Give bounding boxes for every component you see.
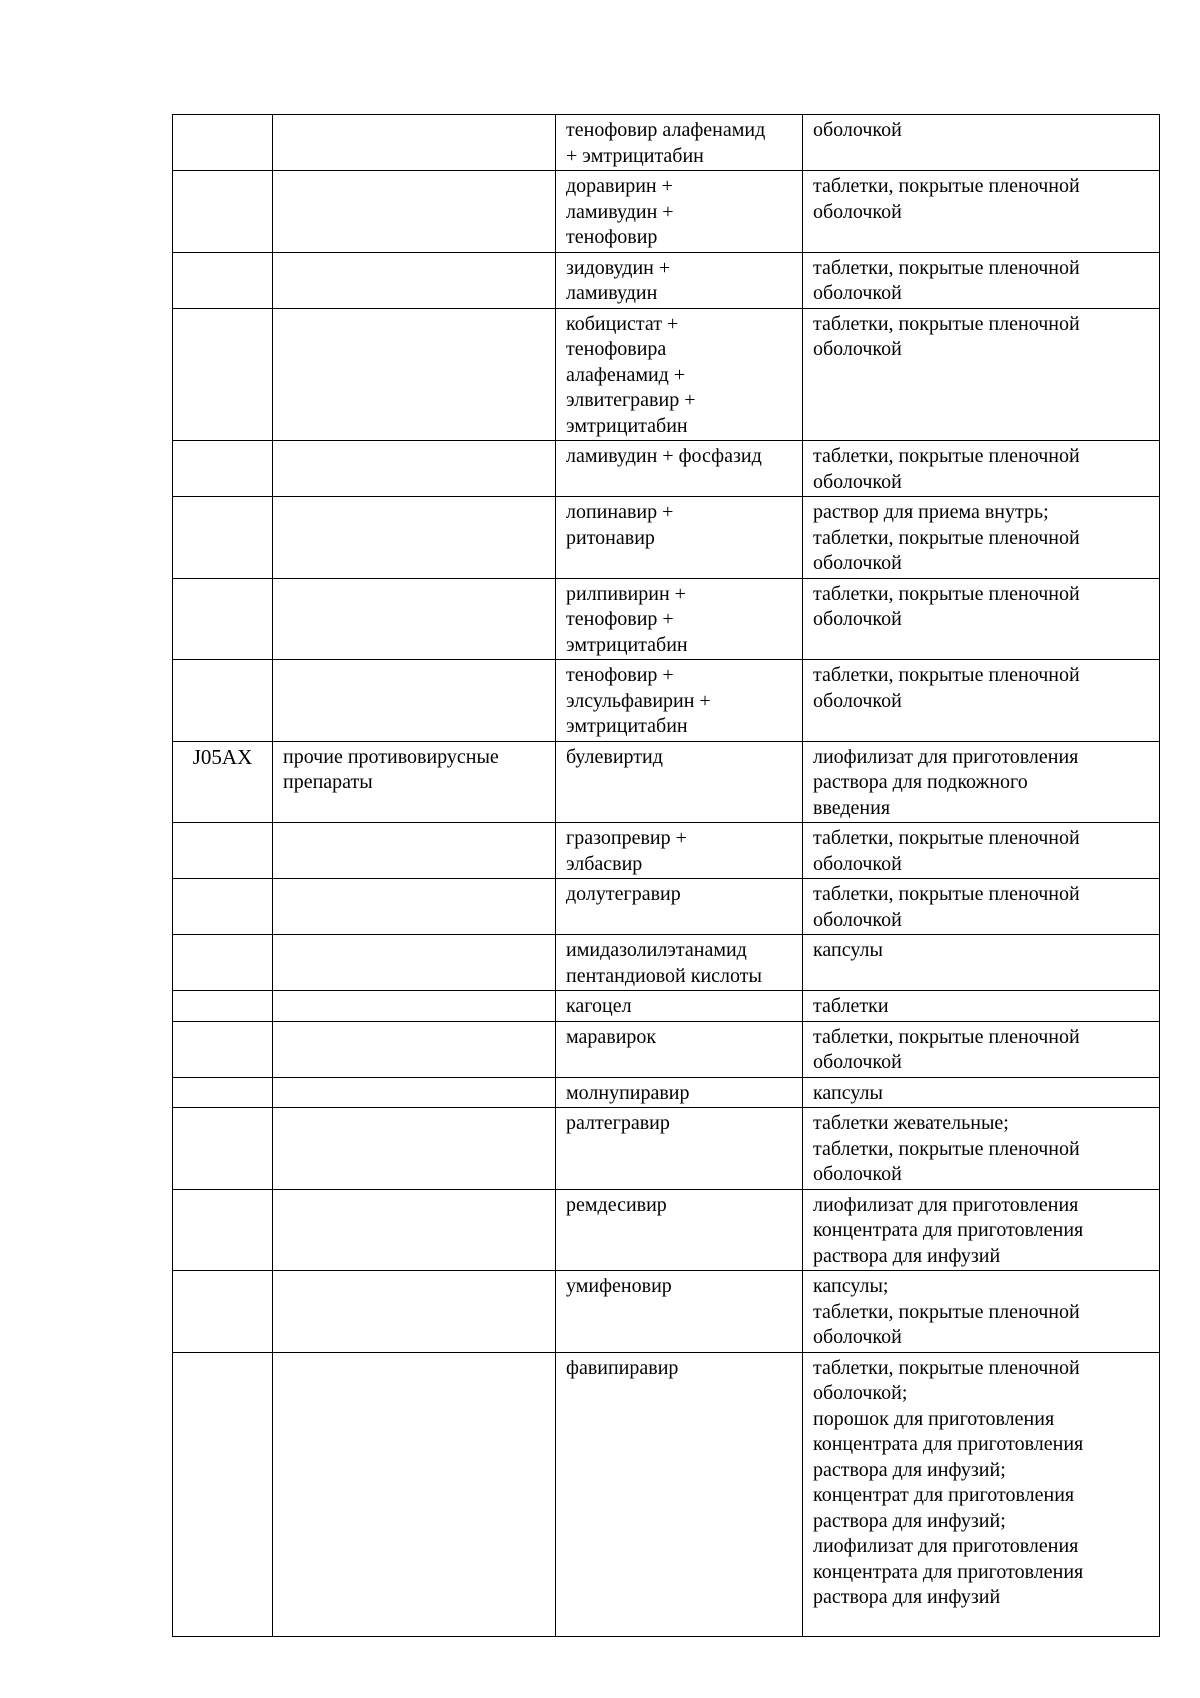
drug-name-line: умифеновир [566,1275,672,1297]
drug-name-cell [556,1108,803,1190]
dosage-forms-line: оболочкой [813,552,902,574]
dosage-forms-line: раствора для инфузий; [813,1509,1006,1532]
dosage-forms-line: таблетки, покрытые пленочной [813,256,1080,279]
drug-name-cell [556,660,803,742]
drug-name-cell [556,308,803,441]
drug-name-cell [556,171,803,253]
dosage-forms-line: введения [813,796,891,819]
table-row [173,741,1160,823]
dosage-forms-line: порошок для приготовления [813,1407,1055,1430]
dosage-forms-line: таблетки [813,995,889,1017]
drug-name-line: фавипиравир [566,1356,679,1379]
dosage-forms-cell [803,497,1160,579]
table-row [173,1077,1160,1108]
dosage-forms-cell [803,660,1160,742]
drug-name-line: имидазолилэтанамид [566,939,747,961]
drug-name-cell [556,1021,803,1077]
pharmacological-group-cell [273,171,556,253]
drug-name-cell [556,935,803,991]
drug-name-line: долутегравир [566,883,681,905]
dosage-forms-line: лиофилизат для приготовления [813,745,1079,768]
atc-code-cell [173,1021,273,1077]
drug-table-body [173,115,1160,1637]
pharmacological-group-cell [273,660,556,742]
drug-name-cell [556,1189,803,1271]
drug-name-line: лопинавир + [566,501,674,523]
dosage-forms-cell [803,991,1160,1022]
dosage-forms-line: таблетки, покрытые пленочной [813,526,1080,549]
dosage-forms-line: лиофилизат для приготовления [813,1535,1079,1557]
pharmacological-group-cell [273,497,556,579]
drug-name-line: элсульфавирин + [566,689,711,712]
drug-name-line: ламивудин + фосфазид [566,445,762,467]
drug-table [172,114,1160,1637]
drug-name-line: ламивудин [566,282,658,304]
dosage-forms-cell [803,935,1160,991]
dosage-forms-cell [803,1352,1160,1636]
table-row [173,935,1160,991]
dosage-forms-line: концентрата для приготовления [813,1219,1084,1241]
dosage-forms-cell [803,171,1160,253]
drug-name-line: кагоцел [566,995,632,1017]
drug-name-line: доравирин + [566,175,673,197]
atc-code-cell [173,1077,273,1108]
pharmacological-group-cell [273,578,556,660]
atc-code-cell [173,660,273,742]
drug-name-line: маравирок [566,1025,657,1048]
pharmacological-group-line: препараты [283,771,373,793]
dosage-forms-line: раствор для приема внутрь; [813,501,1049,523]
table-row [173,823,1160,879]
table-row [173,252,1160,308]
dosage-forms-line: оболочкой [813,470,902,493]
dosage-forms-line: оболочкой [813,908,902,931]
drug-name-line: кобицистат + [566,312,679,335]
atc-code-cell: J05AX [173,741,273,823]
dosage-forms-line: таблетки, покрытые пленочной [813,312,1080,335]
drug-name-line: тенофовир + [566,664,674,686]
dosage-forms-line: капсулы; [813,1275,889,1297]
atc-code-cell [173,1189,273,1271]
dosage-forms-line: оболочкой [813,1051,902,1073]
pharmacological-group-cell [273,252,556,308]
drug-name-line: молнупиравир [566,1081,690,1104]
dosage-forms-line: концентрата для приготовления [813,1560,1084,1583]
table-row [173,497,1160,579]
dosage-forms-cell [803,1108,1160,1190]
dosage-forms-cell [803,578,1160,660]
dosage-forms-line: концентрата для приготовления [813,1433,1084,1455]
dosage-forms-line: оболочкой [813,852,902,875]
dosage-forms-line: таблетки, покрытые пленочной [813,1300,1080,1323]
pharmacological-group-cell [273,1271,556,1353]
table-row [173,1189,1160,1271]
atc-code-cell [173,115,273,171]
drug-name-line: гразопревир + [566,827,687,849]
dosage-forms-line: таблетки, покрытые пленочной [813,582,1080,605]
atc-code-cell [173,1271,273,1353]
atc-code-cell [173,1352,273,1636]
table-row [173,1021,1160,1077]
dosage-forms-line: оболочкой [813,608,902,630]
dosage-forms-line: раствора для подкожного [813,771,1028,793]
dosage-forms-cell [803,1077,1160,1108]
drug-name-cell [556,991,803,1022]
dosage-forms-cell [803,308,1160,441]
table-row [173,171,1160,253]
drug-name-line: алафенамид + [566,363,686,386]
drug-name-line: эмтрицитабин [566,633,688,656]
dosage-forms-line: таблетки, покрытые пленочной [813,175,1080,197]
dosage-forms-line: таблетки, покрытые пленочной [813,445,1080,467]
atc-code-cell [173,823,273,879]
atc-code-cell [173,171,273,253]
dosage-forms-line: раствора для инфузий; [813,1458,1006,1481]
drug-name-line: элбасвир [566,852,643,875]
dosage-forms-line: оболочкой; [813,1382,908,1404]
dosage-forms-line: таблетки, покрытые пленочной [813,1025,1080,1048]
dosage-forms-line: концентрат для приготовления [813,1484,1075,1506]
dosage-forms-cell [803,252,1160,308]
pharmacological-group-cell [273,1077,556,1108]
dosage-forms-line: раствора для инфузий [813,1244,1001,1267]
table-row [173,660,1160,742]
atc-code-cell [173,497,273,579]
drug-name-line: тенофовира [566,338,667,360]
drug-name-line: тенофовир [566,226,658,248]
dosage-forms-cell [803,1021,1160,1077]
dosage-forms-line: таблетки, покрытые пленочной [813,664,1080,686]
drug-name-line: тенофовир алафенамид [566,119,766,141]
drug-name-line: эмтрицитабин [566,414,688,437]
pharmacological-group-cell [273,308,556,441]
drug-name-cell [556,497,803,579]
pharmacological-group-cell [273,1352,556,1636]
drug-name-cell [556,741,803,823]
dosage-forms-line: таблетки, покрытые пленочной [813,1356,1080,1379]
atc-code-cell [173,991,273,1022]
dosage-forms-cell [803,1271,1160,1353]
drug-name-cell [556,578,803,660]
table-row [173,308,1160,441]
table-row [173,1271,1160,1353]
dosage-forms-cell [803,115,1160,171]
drug-name-line: ламивудин + [566,200,674,223]
drug-name-cell [556,1271,803,1353]
pharmacological-group-cell [273,1189,556,1271]
drug-name-cell [556,1352,803,1636]
dosage-forms-cell [803,741,1160,823]
pharmacological-group-cell [273,823,556,879]
atc-code-cell [173,1108,273,1190]
pharmacological-group-cell [273,115,556,171]
drug-name-cell [556,1077,803,1108]
pharmacological-group-cell [273,1021,556,1077]
dosage-forms-line: оболочкой [813,200,902,223]
pharmacological-group-cell [273,1108,556,1190]
drug-name-line: тенофовир + [566,608,674,630]
dosage-forms-line: оболочкой [813,338,902,360]
pharmacological-group-cell [273,441,556,497]
table-row [173,879,1160,935]
dosage-forms-cell [803,441,1160,497]
dosage-forms-line: оболочкой [813,282,902,304]
drug-name-line: ритонавир [566,526,655,549]
drug-name-cell [556,115,803,171]
drug-name-cell [556,252,803,308]
drug-name-line: элвитегравир + [566,389,696,411]
drug-name-line: + эмтрицитабин [566,144,704,167]
dosage-forms-line: капсулы [813,939,883,961]
dosage-forms-line: таблетки, покрытые пленочной [813,1137,1080,1160]
dosage-forms-line: таблетки, покрытые пленочной [813,883,1080,905]
drug-name-line: ралтегравир [566,1112,670,1134]
drug-name-line: ремдесивир [566,1193,667,1216]
table-row [173,1108,1160,1190]
atc-code-cell [173,308,273,441]
dosage-forms-line: лиофилизат для приготовления [813,1193,1079,1216]
drug-name-line: рилпивирин + [566,582,686,605]
drug-name-line: эмтрицитабин [566,715,688,737]
drug-name-line: булевиртид [566,745,663,768]
pharmacological-group-cell [273,935,556,991]
table-row [173,991,1160,1022]
atc-code-cell [173,879,273,935]
atc-code-cell [173,578,273,660]
pharmacological-group-cell [273,991,556,1022]
table-row [173,1352,1160,1636]
pharmacological-group-cell [273,741,556,823]
drug-name-cell [556,823,803,879]
table-row [173,578,1160,660]
atc-code-cell [173,252,273,308]
dosage-forms-cell [803,823,1160,879]
dosage-forms-line: капсулы [813,1081,883,1104]
dosage-forms-line: оболочкой [813,119,902,141]
dosage-forms-line: оболочкой [813,1163,902,1185]
atc-code-cell [173,441,273,497]
dosage-forms-line: таблетки, покрытые пленочной [813,827,1080,849]
dosage-forms-line: таблетки жевательные; [813,1112,1009,1134]
dosage-forms-cell [803,1189,1160,1271]
table-row [173,115,1160,171]
drug-name-line: зидовудин + [566,256,671,279]
dosage-forms-cell [803,879,1160,935]
atc-code-cell [173,935,273,991]
table-row [173,441,1160,497]
pharmacological-group-line: прочие противовирусные [283,745,499,768]
drug-name-cell [556,441,803,497]
pharmacological-group-cell [273,879,556,935]
drug-name-line: пентандиовой кислоты [566,964,762,987]
dosage-forms-line: раствора для инфузий [813,1586,1001,1608]
drug-name-cell [556,879,803,935]
dosage-forms-line: оболочкой [813,689,902,712]
dosage-forms-line: оболочкой [813,1326,902,1348]
